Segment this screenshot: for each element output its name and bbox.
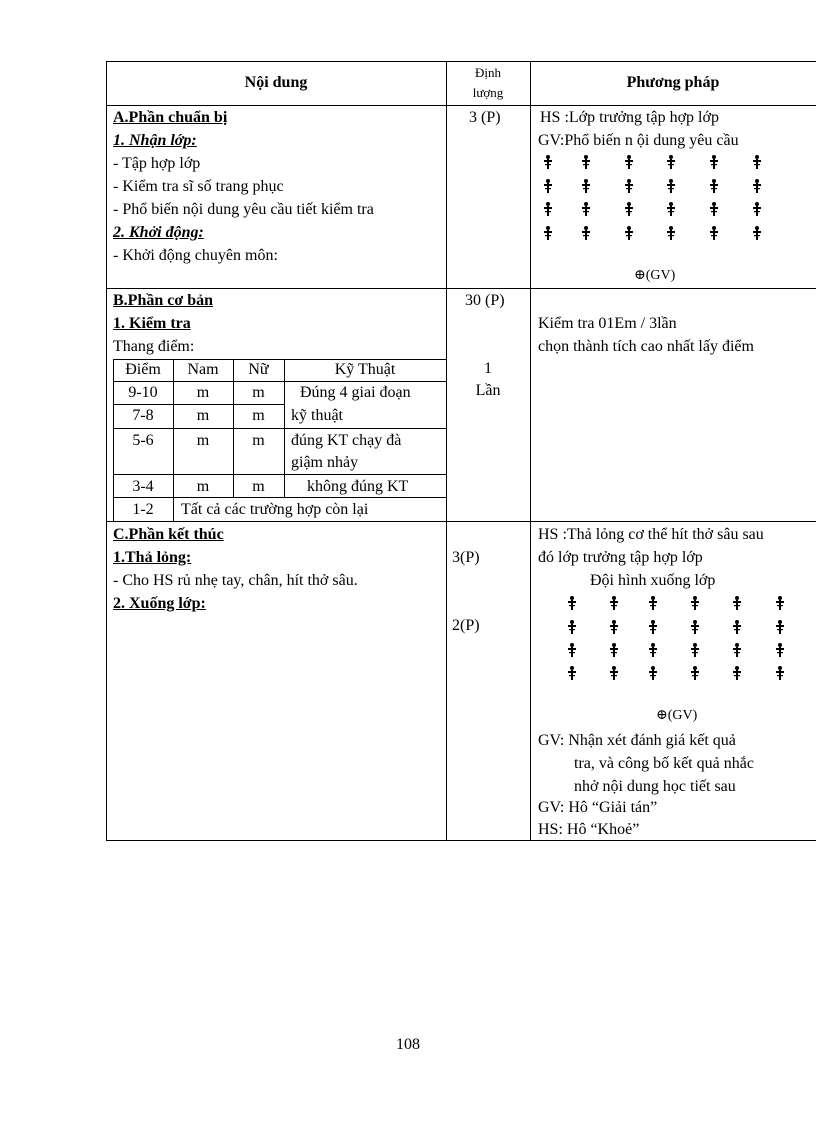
table-bottom-border xyxy=(106,840,816,841)
td-male: m xyxy=(196,432,210,449)
student-icon xyxy=(582,226,590,240)
student-icon xyxy=(776,643,784,657)
student-icon xyxy=(625,226,633,240)
section-a-item: - Khởi động chuyên môn: xyxy=(113,247,278,264)
table-left-border xyxy=(106,61,107,840)
td-technique: đúng KT chạy đà xyxy=(291,432,402,449)
col-divider-2 xyxy=(530,61,531,840)
gv-marker-a xyxy=(634,268,675,284)
td-female: m xyxy=(252,432,265,449)
td-male: m xyxy=(196,478,210,495)
header-amount-2: lượng xyxy=(472,85,504,100)
student-icon xyxy=(733,596,741,610)
student-icon xyxy=(544,202,552,216)
student-icon xyxy=(544,179,552,193)
section-a-method-line: HS :Lớp trưởng tập hợp lớp xyxy=(540,109,719,126)
student-icon xyxy=(710,202,718,216)
student-icon xyxy=(667,179,675,193)
section-c-title: C.Phần kết thúc xyxy=(113,526,224,543)
section-c-amount-1: 3(P) xyxy=(452,549,480,566)
student-icon xyxy=(776,666,784,680)
student-icon xyxy=(667,155,675,169)
table-top-border xyxy=(106,61,816,62)
section-a-item: - Phổ biến nội dung yêu cầu tiết kiểm tra xyxy=(113,201,374,218)
student-icon xyxy=(649,620,657,634)
td-male: m xyxy=(196,384,210,401)
section-c-method-line: HS :Thả lỏng cơ thể hít thở sâu sau xyxy=(538,526,764,543)
student-icon xyxy=(649,643,657,657)
student-icon xyxy=(625,155,633,169)
header-method: Phương pháp xyxy=(626,74,720,91)
student-icon xyxy=(753,155,761,169)
student-icon xyxy=(568,620,576,634)
td-score: 7-8 xyxy=(132,407,154,424)
student-icon xyxy=(753,179,761,193)
section-b-times-2: Lần xyxy=(475,382,501,399)
section-a-item: - Tập hợp lớp xyxy=(113,155,201,172)
section-b-times-1: 1 xyxy=(484,360,492,377)
td-score: 9-10 xyxy=(128,384,158,401)
th-male: Nam xyxy=(187,361,219,378)
student-icon xyxy=(776,620,784,634)
student-icon xyxy=(610,596,618,610)
student-icon xyxy=(733,666,741,680)
td-technique: không đúng KT xyxy=(307,478,409,495)
gv-marker-c xyxy=(656,708,697,724)
section-b-amount: 30 (P) xyxy=(465,292,505,309)
td-female: m xyxy=(252,407,265,424)
student-icon xyxy=(582,155,590,169)
student-icon xyxy=(667,202,675,216)
td-score: 3-4 xyxy=(132,478,154,495)
student-icon xyxy=(691,643,699,657)
student-icon xyxy=(568,596,576,610)
student-icon xyxy=(733,620,741,634)
section-c-sub2: 2. Xuống lớp: xyxy=(113,595,206,612)
closing-line: GV: Hô “Giải tán” xyxy=(538,799,658,816)
student-icon xyxy=(691,666,699,680)
section-b-sub1: 1. Kiểm tra xyxy=(113,315,191,332)
header-content: Nội dung xyxy=(244,74,308,91)
section-a-sub2: 2. Khởi động: xyxy=(113,224,204,241)
formation-label: Đội hình xuống lớp xyxy=(590,572,716,589)
student-icon xyxy=(610,620,618,634)
student-icon xyxy=(625,179,633,193)
td-female: m xyxy=(252,384,265,401)
section-a-amount: 3 (P) xyxy=(469,109,501,126)
section-a-method-line: GV:Phổ biến n ội dung yêu cầu xyxy=(538,132,739,149)
student-icon xyxy=(610,666,618,680)
student-icon xyxy=(544,155,552,169)
student-icon xyxy=(776,596,784,610)
student-icon xyxy=(667,226,675,240)
section-a-title: A.Phần chuẩn bị xyxy=(113,109,228,126)
gv-label-c: (GV) xyxy=(667,708,698,723)
page-number: 108 xyxy=(396,1036,420,1053)
section-c-method-line: đó lớp trưởng tập hợp lớp xyxy=(538,549,703,566)
section-c-amount-2: 2(P) xyxy=(452,617,480,634)
td-technique: kỹ thuật xyxy=(291,407,343,424)
col-divider-1 xyxy=(446,61,447,840)
gv-label-a: (GV) xyxy=(645,268,676,283)
student-icon xyxy=(753,202,761,216)
header-amount-1: Định xyxy=(475,65,501,80)
student-icon xyxy=(691,620,699,634)
th-technique: Kỹ Thuật xyxy=(334,361,396,378)
teacher-position-icon: ⊕ xyxy=(634,268,646,283)
section-a-bottom-border xyxy=(106,288,816,289)
teacher-position-icon: ⊕ xyxy=(656,708,668,723)
closing-line: tra, và công bố kết quả nhắc xyxy=(574,755,754,772)
student-icon xyxy=(582,202,590,216)
th-score: Điểm xyxy=(125,361,161,378)
student-icon xyxy=(568,643,576,657)
student-icon xyxy=(610,643,618,657)
section-b-title: B.Phần cơ bản xyxy=(113,292,213,309)
student-icon xyxy=(710,155,718,169)
student-icon xyxy=(753,226,761,240)
td-technique: giậm nhảy xyxy=(291,454,359,471)
th-female: Nữ xyxy=(248,361,269,378)
student-icon xyxy=(649,596,657,610)
closing-line: HS: Hô “Khoẻ” xyxy=(538,821,640,838)
td-male: m xyxy=(196,407,210,424)
td-technique: Đúng 4 giai đoạn xyxy=(300,384,411,401)
section-b-bottom-border xyxy=(106,521,816,522)
student-icon xyxy=(710,179,718,193)
td-rest: Tất cả các trường hợp còn lại xyxy=(181,501,369,518)
student-icon xyxy=(733,643,741,657)
section-c-sub1: 1.Thả lỏng: xyxy=(113,549,192,566)
student-icon xyxy=(649,666,657,680)
closing-line: nhở nội dung học tiết sau xyxy=(574,778,736,795)
section-a-item: - Kiểm tra sĩ số trang phục xyxy=(113,178,284,195)
student-icon xyxy=(544,226,552,240)
td-score: 1-2 xyxy=(132,501,154,518)
student-icon xyxy=(582,179,590,193)
section-a-sub1: 1. Nhận lớp: xyxy=(113,132,197,149)
scale-label: Thang điểm: xyxy=(113,338,195,355)
student-icon xyxy=(568,666,576,680)
td-score: 5-6 xyxy=(132,432,154,449)
section-c-item: - Cho HS rủ nhẹ tay, chân, hít thở sâu. xyxy=(113,572,358,589)
closing-line: GV: Nhận xét đánh giá kết quả xyxy=(538,732,736,749)
td-female: m xyxy=(252,478,265,495)
student-icon xyxy=(691,596,699,610)
student-icon xyxy=(710,226,718,240)
section-b-method-line: chọn thành tích cao nhất lấy điểm xyxy=(538,338,754,355)
student-icon xyxy=(625,202,633,216)
section-b-method-line: Kiểm tra 01Em / 3lần xyxy=(538,315,677,332)
header-bottom-border xyxy=(106,105,816,106)
